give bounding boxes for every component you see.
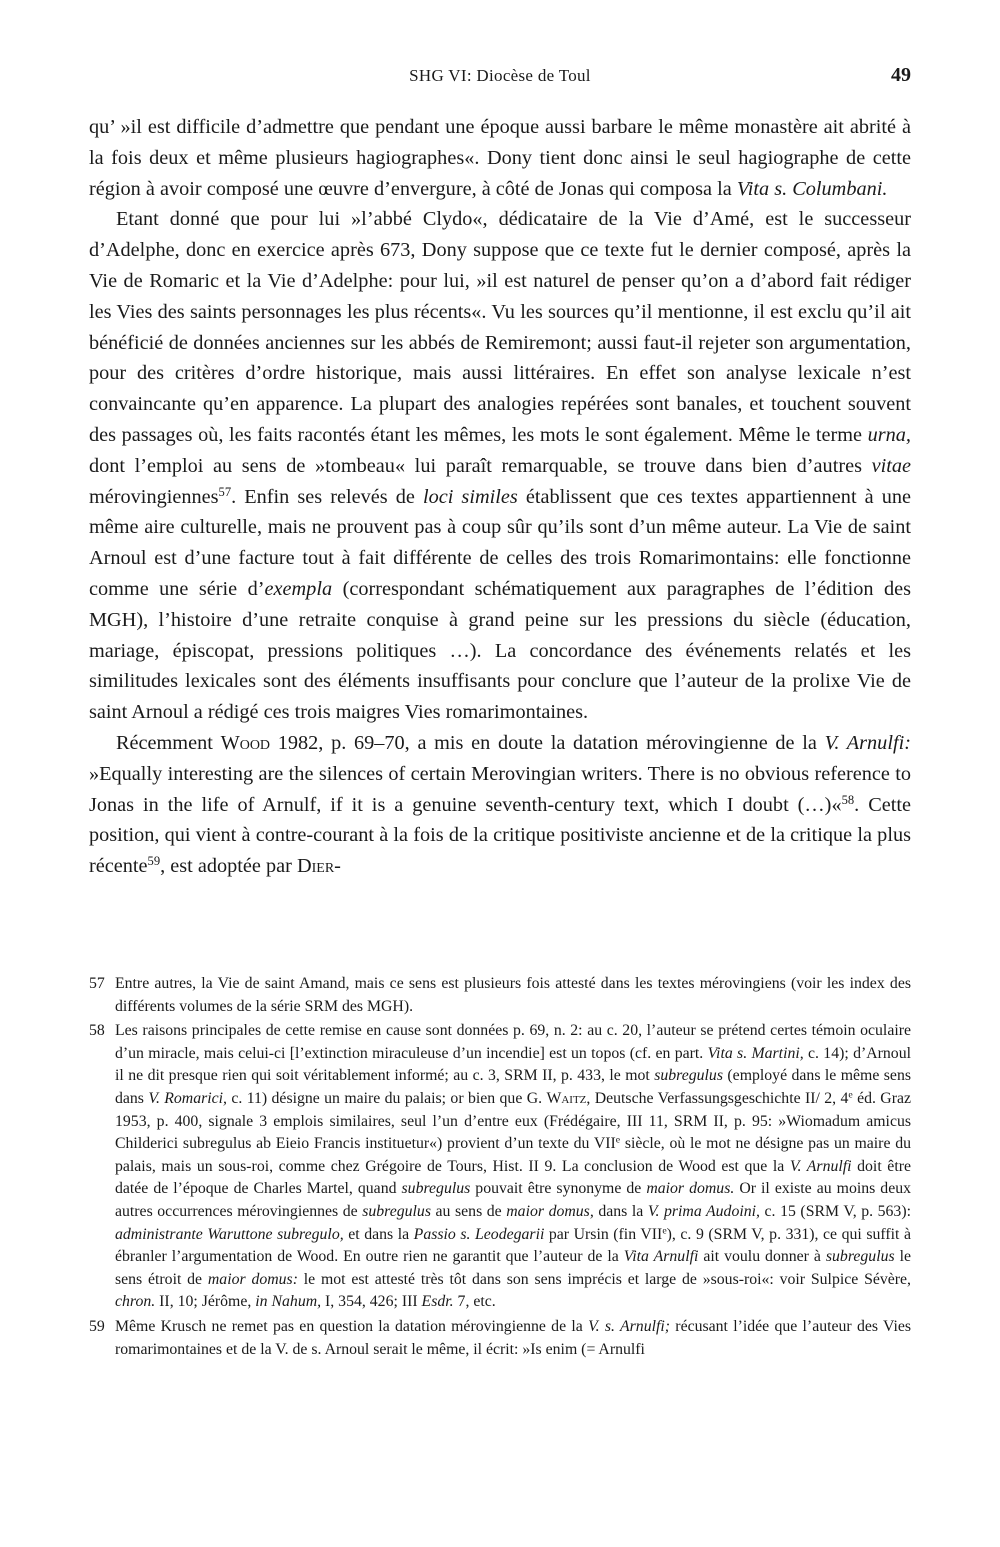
footnote-ref-59: 59 — [147, 854, 161, 869]
footnote-57: 57 Entre autres, la Vie de saint Amand, mais ce sens est plusieurs fois attesté dans les textes mérovingiens (voir les index des différents volumes de la série SRM des MGH). — [89, 975, 911, 1015]
footnote-number: 58 — [89, 1022, 105, 1040]
footnote-ref-57: 57 — [218, 484, 232, 499]
footnote-number: 57 — [89, 975, 105, 992]
page-number: 49 — [891, 64, 911, 86]
footnote-58: 58 Les raisons principales de cette remise en cause sont données p. 69, n. 2: au c. 20, l’auteur se prétend certes témoin oculaire d’un miracle, mais celui-ci [l’extinction miraculeuse d’un incendie] est un topos (cf. en part. Vita s. Martini, c. 14); d’Arnoul il ne dit presque rien qui soit véritablement informé; au c. 3, SRM II, p. 433, le mot subregulus (employé dans le même sens dans V. Romarici, c. 11) désigne un maire du palais; or bien que G. Waitz, Deutsche Verfassungsgeschichte II/ 2, 4e éd. Graz 1953, p. 400, signale 3 emplois similaires, seul l’un d’entre eux (Frédégaire, III 11, SRM II, p. 95: »Wiomadum amicus Childerici subregulus ab Eieio Francis instituetur«) provient d’un texte du VIIe siècle, où le mot ne désigne pas un maire du palais, mais un sous-roi, comme chez Grégoire de Tours, Hist. II 9. La conclusion de Wood est que la V. Arnulfi doit être datée de l’époque de Charles Martel, quand subregulus pouvait être synonyme de maior domus. Or il existe au moins deux autres occurrences mérovingiennes de subregulus au sens de maior domus, dans la V. prima Audoini, c. 15 (SRM V, p. 563): administrante Waruttone subregulo, et dans la Passio s. Leodegarii par Ursin (fin VIIe), c. 9 (SRM V, p. 331), ce qui suffit à ébranler l’argumentation de Wood. En outre rien ne garantit que l’auteur de la Vita Arnulfi ait voulu donner à subregulus le sens étroit de maior domus: le mot est attesté très tôt dans son sens imprécis et large de »sous-roi«: voir Sulpice Sévère, chron. II, 10; Jérôme, in Nahum, I, 354, 426; III Esdr. 7, etc. — [89, 1022, 912, 1311]
paragraph-2: Etant donné que pour lui »l’abbé Clydo«, dédicataire de la Vie d’Amé, est le successeur d’Adelphe, donc en exercice après 673, Dony suppose que ce texte fut le dernier composé, après la Vie de Romaric et la Vie d’Adelphe: pour lui, »il est naturel de penser qu’on a d’abord fait rédiger les Vies des saints personnages les plus récents«. Vu les sources qu’il mentionne, il est exclu qu’il ait bénéficié de données anciennes sur les abbés de Remiremont; aussi faut-il rejeter son argumentation, pour des critères d’ordre historique, mais aussi littéraires. En effet son analyse lexicale n’est convaincante qu’en apparence. La plupart des analogies repérées sont banales, et touchent souvent des passages où, les faits racontés étant les mêmes, les mots le sont également. Même le terme urna, dont l’emploi au sens de »tombeau« lui paraît remarquable, se trouve dans bien d’autres vitae mérovingiennes$^{57}$. Enfin ses relevés de loci similes établissent que ces textes appartiennent à une même aire culturelle, mais ne prouvent pas à coup sûr qu’ils sont d’un même auteur. La Vie de saint Arnoul est d’une facture tout à fait différente de celles des trois Romarimontains: elle fonctionne comme une série d’exempla (correspondant schématiquement aux paragraphes de l’édition des MGH), l’histoire d’une retraite conquise à grand peine sur les pressions du siècle (éducation, mariage, épiscopat, pressions politiques …). La concordance des événements relatés et les similitudes lexicales sont des éléments insuffisants pour conclure que l’auteur de la prolixe Vie de saint Arnoul a rédigé ces trois maigres Vies romarimontaines. — [89, 208, 911, 724]
paragraph-1: qu’ »il est difficile d’admettre que pendant une époque aussi barbare le même monastère ait abrité à la fois deux et même plusieurs hagiographes«. Dony tient donc ainsi le seul hagiographe de cette région à avoir composé une œuvre d’envergure, à côté de Jonas qui composa la Vita s. Columbani. — [89, 116, 911, 200]
footnotes — [89, 973, 911, 1363]
footnote-number: 59 — [89, 1317, 105, 1335]
running-title: SHG VI: Diocèse de Toul — [409, 66, 591, 85]
paragraph-3: Récemment Wood 1982, p. 69–70, a mis en doute la datation mérovingienne de la V. Arnulfi: »Equally interesting are the silences of certain Merovingian writers. There is no obvious reference to Jonas in the life of Arnulf, if it is a genuine seventh-century text, which I doubt (…)«$^{58}$. Cette position, qui vient à contre-courant à la fois de la critique positiviste ancienne et de la critique la plus récente$^{59}$, est adoptée par Dier- — [89, 731, 911, 878]
running-head — [0, 66, 1000, 96]
footnote-59: 59 Même Krusch ne remet pas en question la datation mérovingienne de la V. s. Arnulfi; récusant l’idée que l’auteur des Vies romarimontaines et de la V. de s. Arnoul serait le même, il écrit: »Is enim (= Arnulfi — [89, 1317, 912, 1358]
footnote-ref-58: 58 — [841, 792, 855, 807]
main-text — [89, 112, 911, 882]
